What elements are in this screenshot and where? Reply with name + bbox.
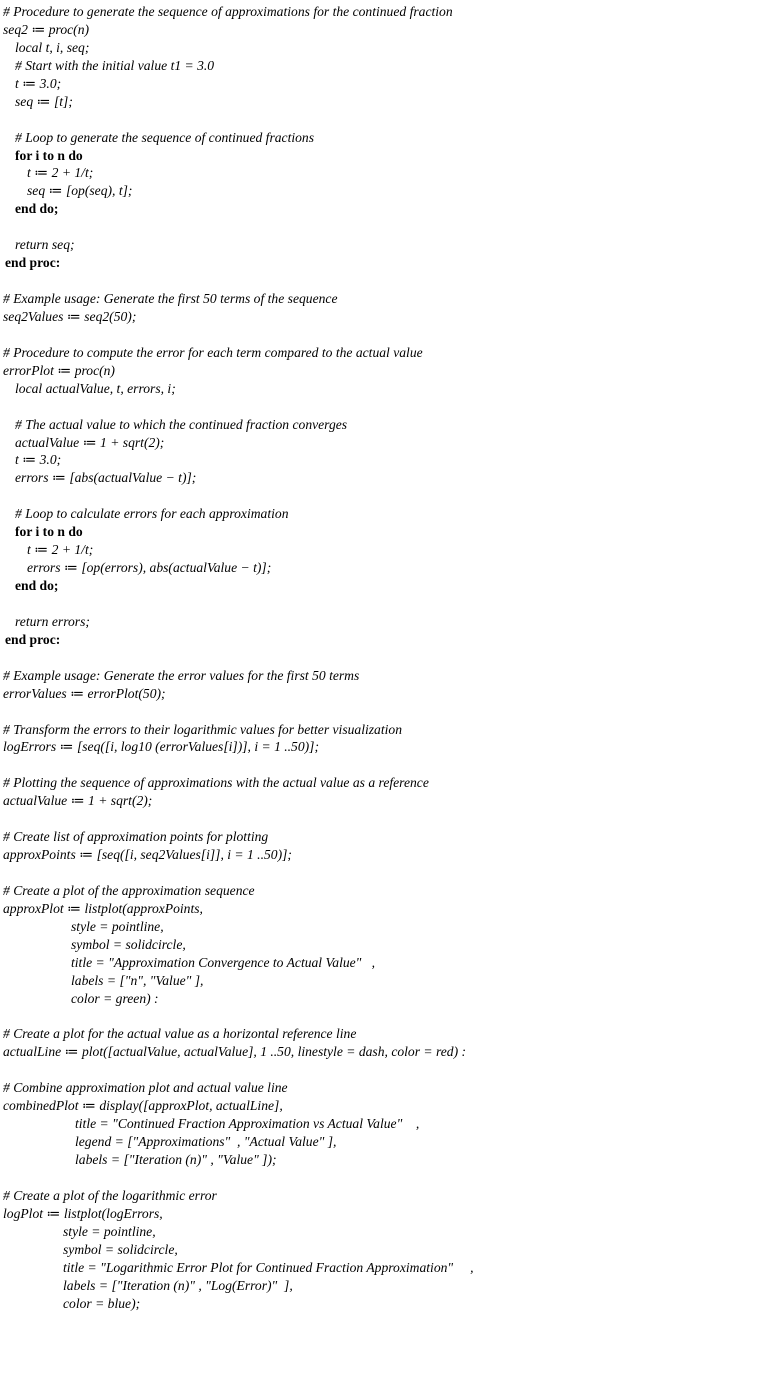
code-line[interactable]: t ≔ 2 + 1/t; xyxy=(27,542,94,558)
code-comment: # The actual value to which the continued fraction converges xyxy=(15,416,348,432)
blank-line xyxy=(3,326,768,344)
code-line[interactable]: end proc: xyxy=(5,255,61,271)
code-line[interactable]: seq2 ≔ proc(n) xyxy=(3,21,90,37)
blank-line xyxy=(3,398,768,416)
code-line[interactable]: approxPoints ≔ [seq([i, seq2Values[i]], i = 1 ..50)]; xyxy=(3,847,292,863)
code-comment: # Create a plot for the actual value as a horizontal reference line xyxy=(3,1026,357,1042)
code-comment: # Procedure to generate the sequence of approximations for the continued fraction xyxy=(3,4,453,19)
code-line[interactable]: errors ≔ [op(errors), abs(actualValue − t)]; xyxy=(27,560,272,576)
code-line[interactable]: actualValue ≔ 1 + sqrt(2); xyxy=(3,793,153,809)
blank-line xyxy=(3,111,768,129)
blank-line xyxy=(3,703,768,721)
code-line[interactable]: approxPlot ≔ listplot(approxPoints, xyxy=(3,900,203,916)
code-line[interactable]: seq ≔ [op(seq), t]; xyxy=(27,183,133,199)
code-line[interactable]: title = "Continued Fraction Approximation vs Actual Value" , xyxy=(75,1116,420,1132)
code-comment: # Example usage: Generate the first 50 terms of the sequence xyxy=(3,291,338,306)
code-line[interactable]: labels = ["Iteration (n)" , "Value" ]); xyxy=(75,1152,277,1167)
code-line[interactable]: actualValue ≔ 1 + sqrt(2); xyxy=(15,434,165,450)
code-comment: # Procedure to compute the error for each term compared to the actual value xyxy=(3,344,423,360)
code-comment: # Create a plot of the approximation sequence xyxy=(3,882,255,898)
code-comment: # Plotting the sequence of approximations with the actual value as a reference xyxy=(3,775,429,791)
code-line[interactable]: style = pointline, xyxy=(63,1223,156,1239)
code-line[interactable]: return seq; xyxy=(15,237,75,253)
code-line[interactable]: labels = ["n", "Value" ], xyxy=(71,972,204,988)
code-line[interactable]: t ≔ 2 + 1/t; xyxy=(27,165,94,181)
code-line[interactable]: seq ≔ [t]; xyxy=(15,93,73,109)
code-comment: # Loop to calculate errors for each approximation xyxy=(15,506,289,522)
code-line[interactable]: legend = ["Approximations" , "Actual Value" ], xyxy=(75,1134,337,1150)
blank-line xyxy=(3,1008,768,1026)
code-line[interactable]: t ≔ 3.0; xyxy=(15,75,62,91)
code-line[interactable]: local t, i, seq; xyxy=(15,39,90,55)
code-line[interactable]: logErrors ≔ [seq([i, log10 (errorValues[i])], i = 1 ..50)]; xyxy=(3,739,319,755)
code-comment: # Create list of approximation points for plotting xyxy=(3,829,269,845)
code-comment: # Loop to generate the sequence of continued fractions xyxy=(15,129,315,145)
code-line[interactable]: end proc: xyxy=(5,631,61,647)
code-line[interactable]: errorPlot ≔ proc(n) xyxy=(3,362,115,378)
code-line[interactable]: errors ≔ [abs(actualValue − t)]; xyxy=(15,470,197,486)
code-line[interactable]: symbol = solidcircle, xyxy=(63,1241,178,1257)
blank-line xyxy=(3,218,768,236)
code-line[interactable]: t ≔ 3.0; xyxy=(15,452,62,468)
blank-line xyxy=(3,595,768,613)
code-line[interactable]: for i to n do xyxy=(15,524,83,540)
blank-line xyxy=(3,1169,768,1187)
code-comment: # Transform the errors to their logarithmic values for better visualization xyxy=(3,721,403,737)
code-line[interactable]: local actualValue, t, errors, i; xyxy=(15,380,176,396)
blank-line xyxy=(3,487,768,505)
code-comment: # Combine approximation plot and actual value line xyxy=(3,1080,288,1096)
blank-line xyxy=(3,272,768,290)
code-line[interactable]: symbol = solidcircle, xyxy=(71,936,186,952)
code-line[interactable]: style = pointline, xyxy=(71,918,164,934)
code-line[interactable]: actualLine ≔ plot([actualValue, actualValue], 1 ..50, linestyle = dash, color = red) : xyxy=(3,1044,467,1060)
code-line[interactable]: color = green) : xyxy=(71,990,159,1006)
code-line[interactable]: errorValues ≔ errorPlot(50); xyxy=(3,685,166,701)
blank-line xyxy=(3,810,768,828)
code-line[interactable]: title = "Logarithmic Error Plot for Continued Fraction Approximation" , xyxy=(63,1259,474,1275)
code-line[interactable]: for i to n do xyxy=(15,147,83,163)
code-line[interactable]: title = "Approximation Convergence to Actual Value" , xyxy=(71,954,375,970)
code-comment: # Create a plot of the logarithmic error xyxy=(3,1187,217,1203)
code-line[interactable]: seq2Values ≔ seq2(50); xyxy=(3,308,137,324)
code-comment: # Start with the initial value t1 = 3.0 xyxy=(15,57,215,73)
code-line[interactable]: end do; xyxy=(15,578,59,593)
blank-line xyxy=(3,649,768,667)
code-line[interactable]: labels = ["Iteration (n)" , "Log(Error)" ], xyxy=(63,1277,293,1293)
code-line[interactable]: end do; xyxy=(15,201,59,217)
code-line[interactable]: logPlot ≔ listplot(logErrors, xyxy=(3,1205,163,1221)
code-line[interactable]: return errors; xyxy=(15,613,90,629)
code-comment: # Example usage: Generate the error values for the first 50 terms xyxy=(3,667,360,683)
blank-line xyxy=(3,756,768,774)
blank-line xyxy=(3,1061,768,1079)
code-line[interactable]: color = blue); xyxy=(63,1295,141,1311)
code-line[interactable]: combinedPlot ≔ display([approxPlot, actualLine], xyxy=(3,1098,283,1114)
blank-line xyxy=(3,864,768,882)
